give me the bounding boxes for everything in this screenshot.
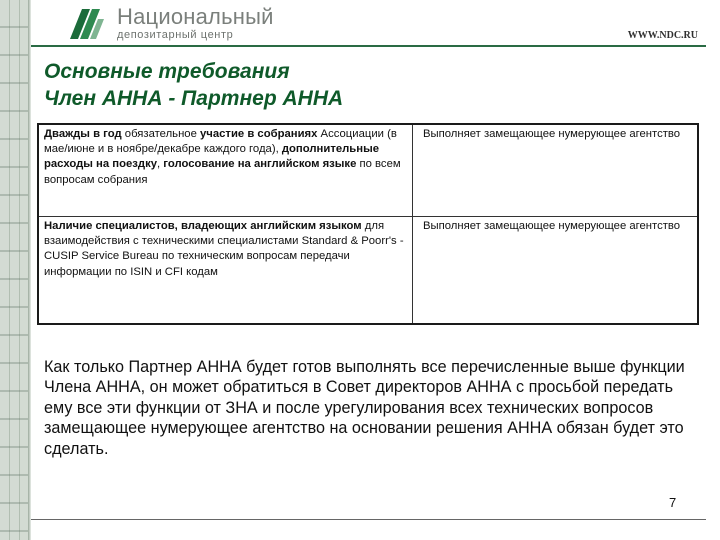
requirement-text: Наличие специалистов, владеющих английским языком для взаимодействия с техническими специалистами Standard & Poorr's - CUSIP Service Bureau по техническим вопросам передачи информации по ISIN и CFI кодам <box>44 220 404 278</box>
logo-name: Национальный <box>117 4 274 29</box>
logo-subtitle: депозитарный центр <box>117 29 234 41</box>
responsibility-cell: Выполняет замещающее нумерующее агентство <box>413 217 699 325</box>
header-divider <box>31 45 706 47</box>
footer-divider <box>31 519 706 520</box>
requirements-table <box>37 123 699 325</box>
decorative-building-strip <box>0 0 28 540</box>
site-url: WWW.NDC.RU <box>627 30 698 41</box>
ndc-logo-icon <box>66 5 108 43</box>
slide-title <box>44 58 343 112</box>
strip-edge <box>28 0 31 540</box>
header <box>31 0 720 50</box>
requirement-cell <box>38 217 413 325</box>
table-row <box>38 217 698 325</box>
page-number: 7 <box>669 495 677 510</box>
table-row <box>38 124 698 217</box>
title-line-2: Член АННА - Партнер АННА <box>44 87 344 110</box>
requirement-cell <box>38 124 413 217</box>
body-paragraph: Как только Партнер АННА будет готов выполнять все перечисленные выше функции Члена АННА, он может обратиться в Совет директоров АННА с просьбой передать ему все эти функции от ЗНА и после урегулирования всех технических вопросов замещающее нумерующее агентство на основании решения АННА обязан будет это сделать. <box>44 358 685 458</box>
responsibility-cell: Выполняет замещающее нумерующее агентство <box>413 124 699 217</box>
title-line-1: Основные требования <box>44 60 290 83</box>
requirement-text: Дважды в год обязательное участие в собраниях Ассоциации (в мае/июне и в ноябре/декабре каждого года), дополнительные расходы на поездку, голосование на английском языке по всем вопросам собрания <box>44 128 401 186</box>
